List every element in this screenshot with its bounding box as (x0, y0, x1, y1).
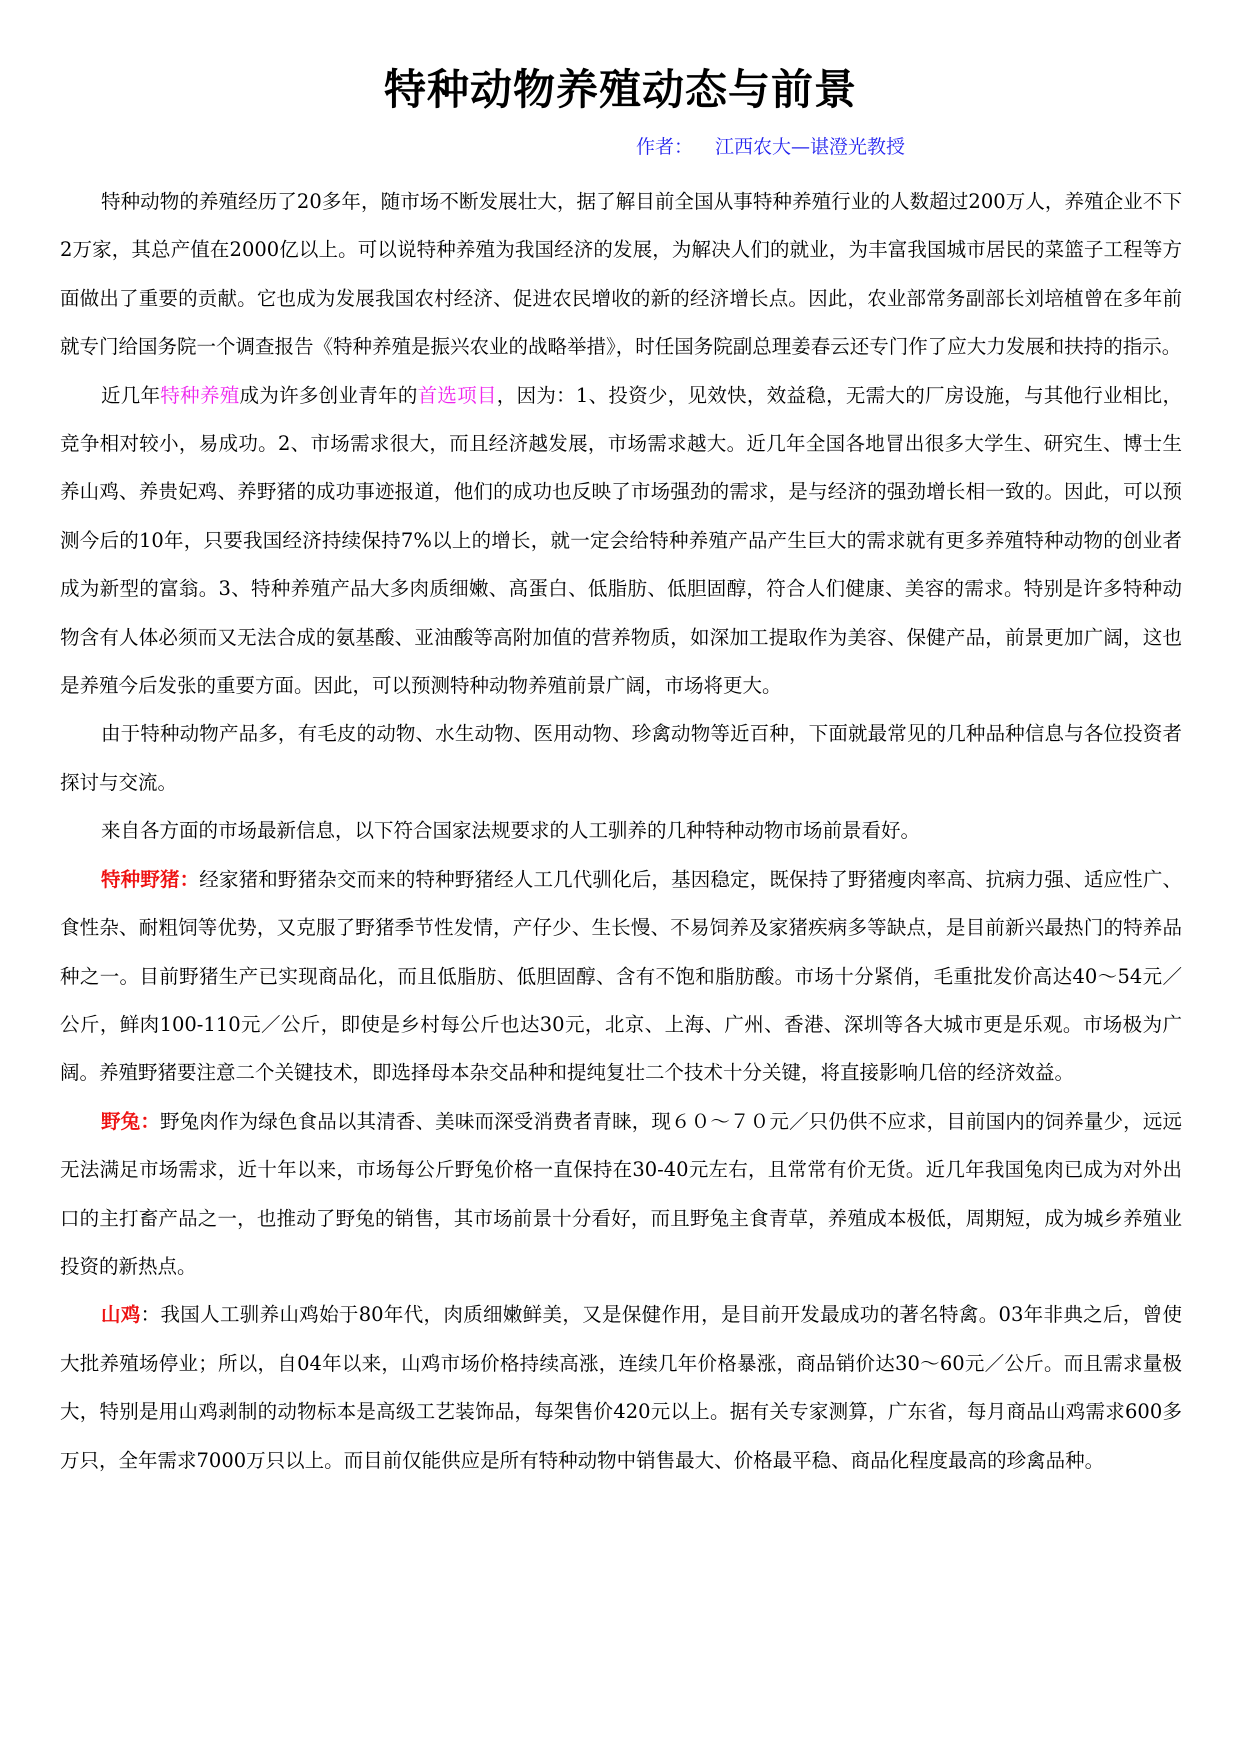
paragraph-pheasant (60, 1291, 1182, 1485)
paragraph-text: 成为许多创业青年的 (239, 383, 418, 407)
highlight-special-breeding: 特种养殖 (160, 383, 240, 407)
paragraph-wild-rabbit (60, 1098, 1182, 1292)
highlight-first-choice: 首选项目 (417, 383, 497, 407)
paragraph-text: 野兔肉作为绿色食品以其清香、美味而深受消费者青睐，现６０～７０元／只仍供不应求，目前国内的饲养量少，远远无法满足市场需求，近十年以来，市场每公斤野兔价格一直保持在30-40元左右，且常常有价无货。近几年我国兔肉已成为对外出口的主打畜产品之一，也推动了野兔的销售，其市场前景十分看好，而且野兔主食青草，养殖成本极低，周期短，成为城乡养殖业投资的新热点。 (60, 1109, 1182, 1278)
paragraph-text: 来自各方面的市场最新信息，以下符合国家法规要求的人工驯养的几种特种动物市场前景看好。 (101, 819, 921, 843)
lead-wild-rabbit: 野兔： (101, 1109, 160, 1133)
lead-pheasant: 山鸡 (101, 1303, 141, 1327)
document-title: 特种动物养殖动态与前景 (383, 65, 857, 114)
author-label: 作者： (636, 136, 694, 158)
paragraph-wild-boar (60, 856, 1182, 1098)
author-line (636, 134, 905, 160)
paragraph-text: 特种动物的养殖经历了20多年，随市场不断发展壮大，据了解目前全国从事特种养殖行业的人数超过200万人，养殖企业不下2万家，其总产值在2000亿以上。可以说特种养殖为我国经济的发展，为解决人们的就业，为丰富我国城市居民的菜篮子工程等方面做出了重要的贡献。它也成为发展我国农村经济、促进农民增收的新的经济增长点。因此，农业部常务副部长刘培植曾在多年前就专门给国务院一个调查报告《特种养殖是振兴农业的战略举措》，时任国务院副总理姜春云还专门作了应大力发展和扶持的指示。 (60, 190, 1182, 359)
paragraph-text: 由于特种动物产品多，有毛皮的动物、水生动物、医用动物、珍禽动物等近百种，下面就最常见的几种品种信息与各位投资者探讨与交流。 (60, 722, 1182, 794)
article-body (60, 178, 1182, 1485)
paragraph-text: 近几年 (101, 383, 161, 407)
author-name: 江西农大—谌澄光教授 (715, 136, 906, 158)
paragraph-text: ：我国人工驯养山鸡始于80年代，肉质细嫩鲜美，又是保健作用，是目前开发最成功的著名特禽。03年非典之后，曾使大批养殖场停业；所以，自04年以来，山鸡市场价格持续高涨，连续几年价格暴涨，商品销价达30～60元／公斤。而且需求量极大，特别是用山鸡剥制的动物标本是高级工艺装饰品，每架售价420元以上。据有关专家测算，广东省，每月商品山鸡需求600多万只，全年需求7000万只以上。而目前仅能供应是所有特种动物中销售最大、价格最平稳、商品化程度最高的珍禽品种。 (60, 1303, 1182, 1472)
paragraph-text: 经家猪和野猪杂交而来的特种野猪经人工几代驯化后，基因稳定，既保持了野猪瘦肉率高、抗病力强、适应性广、食性杂、耐粗饲等优势，又克服了野猪季节性发情，产仔少、生长慢、不易饲养及家猪疾病多等缺点，是目前新兴最热门的特养品种之一。目前野猪生产已实现商品化，而且低脂肪、低胆固醇、含有不饱和脂肪酸。市场十分紧俏，毛重批发价高达40～54元／公斤，鲜肉100-110元／公斤，即使是乡村每公斤也达30元，北京、上海、广州、香港、深圳等各大城市更是乐观。市场极为广阔。养殖野猪要注意二个关键技术，即选择母本杂交品种和提纯复壮二个技术十分关键，将直接影响几倍的经济效益。 (60, 867, 1182, 1085)
paragraph-varieties (60, 710, 1182, 807)
paragraph-intro (60, 178, 1182, 372)
paragraph-reasons (60, 372, 1182, 711)
lead-wild-boar: 特种野猪： (101, 867, 200, 891)
paragraph-text: ，因为：1、投资少，见效快，效益稳，无需大的厂房设施，与其他行业相比，竞争相对较小，易成功。2、市场需求很大，而且经济越发展，市场需求越大。近几年全国各地冒出很多大学生、研究生、博士生养山鸡、养贵妃鸡、养野猪的成功事迹报道，他们的成功也反映了市场强劲的需求，是与经济的强劲增长相一致的。因此，可以预测今后的10年，只要我国经济持续保持7%以上的增长，就一定会给特种养殖产品产生巨大的需求就有更多养殖特种动物的创业者成为新型的富翁。3、特种养殖产品大多肉质细嫩、高蛋白、低脂肪、低胆固醇，符合人们健康、美容的需求。特别是许多特种动物含有人体必须而又无法合成的氨基酸、亚油酸等高附加值的营养物质，如深加工提取作为美容、保健产品，前景更加广阔，这也是养殖今后发张的重要方面。因此，可以预测特种动物养殖前景广阔，市场将更大。 (60, 383, 1182, 698)
paragraph-market-info (60, 807, 1182, 855)
